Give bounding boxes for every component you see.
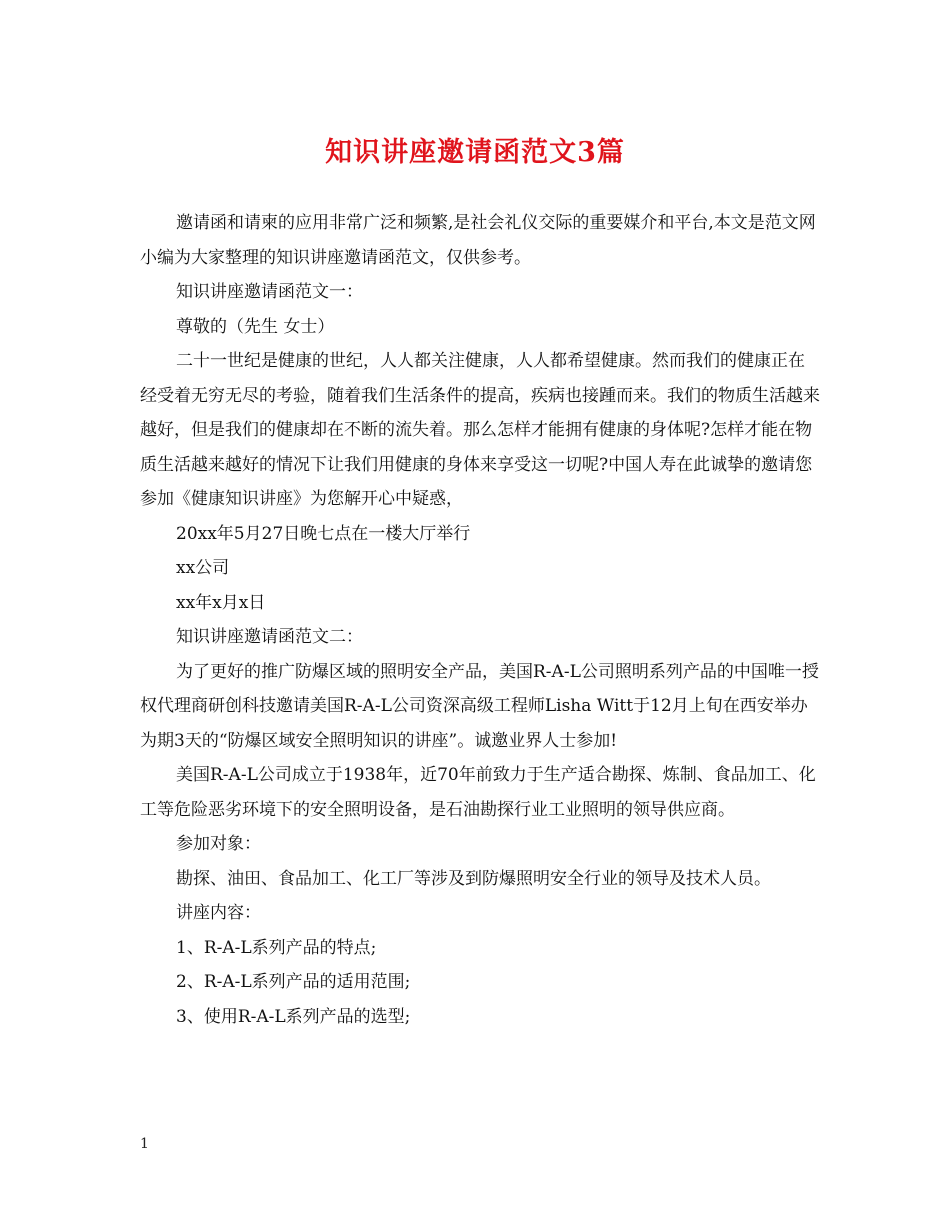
company-signature: xx公司 [176, 558, 230, 578]
paragraph-intro: 邀请函和请柬的应用非常广泛和频繁,是社会礼仪交际的重要媒介和平台,本文是范文网小编为大家整理的知识讲座邀请函范文，仅供参考。 [140, 213, 816, 268]
paragraph-health: 二十一世纪是健康的世纪，人人都关注健康，人人都希望健康。然而我们的健康正在经受着无穷无尽的考验，随着我们生活条件的提高，疾病也接踵而来。我们的物质生活越来越好，但是我们的健康却在不断的流失着。那么怎样才能拥有健康的身体呢?怎样才能在物质生活越来越好的情况下让我们用健康的身体来享受这一切呢?中国人寿在此诚挚的邀请您参加《健康知识讲座》为您解开心中疑惑， [140, 351, 820, 509]
paragraph-invitation: 为了更好的推广防爆区域的照明安全产品，美国R-A-L公司照明系列产品的中国唯一授权代理商研创科技邀请美国R-A-L公司资深高级工程师Lisha Witt于12月上旬在西安举办为期3天的“防爆区域安全照明知识的讲座”。诚邀业界人士参加! [140, 661, 819, 751]
list-item: 2、R-A-L系列产品的适用范围; [176, 972, 411, 992]
event-time: 20xx年5月27日晚七点在一楼大厅举行 [176, 523, 471, 544]
lecture-content-heading: 讲座内容： [176, 903, 261, 923]
list-item: 1、R-A-L系列产品的特点; [176, 937, 377, 958]
document-title: 知识讲座邀请函范文3篇 [325, 137, 625, 168]
list-item: 3、使用R-A-L系列产品的选型; [176, 1006, 411, 1027]
paragraph-company-intro: 美国R-A-L公司成立于1938年，近70年前致力于生产适合勘探、炼制、食品加工、化工等危险恶劣环境下的安全照明设备，是石油勘探行业工业照明的领导供应商。 [140, 765, 816, 820]
document-body [140, 206, 820, 1034]
salutation: 尊敬的（先生 女士） [176, 316, 335, 337]
attendees-text: 勘探、油田、食品加工、化工厂等涉及到防爆照明安全行业的领导及技术人员。 [176, 868, 771, 889]
page-number: 1 [140, 1136, 149, 1152]
signature-date: xx年x月x日 [176, 592, 266, 613]
section-heading-1: 知识讲座邀请函范文一： [176, 282, 363, 302]
attendees-heading: 参加对象： [176, 834, 261, 854]
section-heading-2: 知识讲座邀请函范文二： [176, 627, 363, 647]
